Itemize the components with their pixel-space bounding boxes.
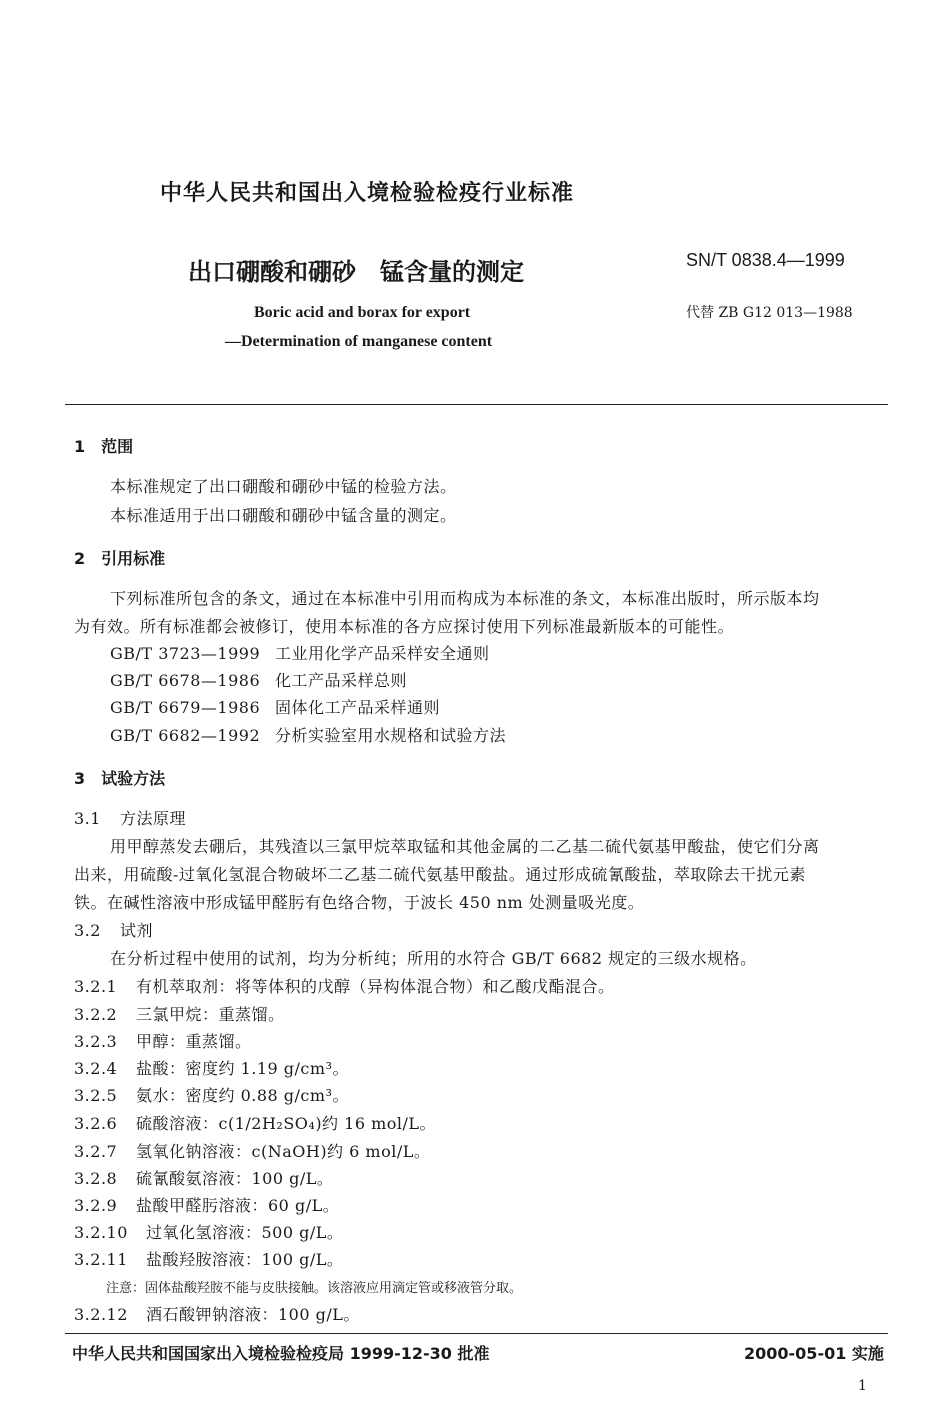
reagent-item <box>74 1193 339 1216</box>
reagent-item <box>74 1083 349 1106</box>
reference-title: 分析实验室用水规格和试验方法 <box>275 726 507 745</box>
section-3-heading: 3 试验方法 <box>74 769 166 788</box>
approval-line: 中华人民共和国国家出入境检验检疫局 1999-12-30 批准 <box>72 1344 490 1363</box>
reagent-text: 盐酸：密度约 1.19 g/cm³。 <box>136 1059 349 1078</box>
reagent-number: 3.2.4 <box>74 1059 118 1078</box>
reagent-item <box>74 1220 343 1243</box>
reference-code: GB/T 6679—1986 <box>110 698 261 717</box>
title-en-line1: Boric acid and borax for export <box>254 304 471 321</box>
subsection-3-2-heading <box>74 918 153 941</box>
page-number: 1 <box>858 1378 867 1394</box>
reference-code: GB/T 6678—1986 <box>110 671 261 690</box>
reagent-text: 酒石酸钾钠溶液：100 g/L。 <box>146 1305 360 1324</box>
reagent-number: 3.2.12 <box>74 1305 128 1324</box>
effective-date: 2000-05-01 实施 <box>744 1344 884 1363</box>
reagent-item <box>74 1139 430 1162</box>
section-2-intro-line2: 为有效。所有标准都会被修订，使用本标准的各方应探讨使用下列标准最新版本的可能性。 <box>74 617 735 636</box>
reagent-text: 氨水：密度约 0.88 g/cm³。 <box>136 1086 349 1105</box>
reagent-item <box>74 1056 349 1079</box>
reference-item <box>110 723 506 746</box>
principle-line3: 铁。在碱性溶液中形成锰甲醛肟有色络合物，于波长 450 nm 处测量吸光度。 <box>74 893 645 912</box>
reference-code: GB/T 6682—1992 <box>110 726 261 745</box>
reagent-text: 硫酸溶液：c(1/2H₂SO₄)约 16 mol/L。 <box>136 1114 437 1133</box>
footer-rule <box>65 1333 888 1334</box>
reagent-text: 硫氰酸氨溶液：100 g/L。 <box>136 1169 334 1188</box>
reagent-number: 3.2.6 <box>74 1114 118 1133</box>
reagent-number: 3.2.2 <box>74 1005 118 1024</box>
subsection-3-1-heading <box>74 806 186 829</box>
reference-title: 工业用化学产品采样安全通则 <box>275 644 490 663</box>
reagents-intro: 在分析过程中使用的试剂，均为分析纯；所用的水符合 GB/T 6682 规定的三级水规格。 <box>110 949 757 968</box>
reagent-number: 3.2.10 <box>74 1223 128 1242</box>
header-rule <box>65 404 888 405</box>
section-2-intro-line1: 下列标准所包含的条文，通过在本标准中引用而构成为本标准的条文，本标准出版时，所示版本均 <box>110 589 820 608</box>
reagent-text: 甲醇：重蒸馏。 <box>136 1032 252 1051</box>
safety-note: 注意：固体盐酸羟胺不能与皮肤接触。该溶液应用滴定管或移液管分取。 <box>106 1281 523 1296</box>
reference-code: GB/T 3723—1999 <box>110 644 261 663</box>
reagent-text: 三氯甲烷：重蒸馏。 <box>136 1005 285 1024</box>
reference-item <box>110 668 407 691</box>
section-1-para-2: 本标准适用于出口硼酸和硼砂中锰含量的测定。 <box>110 506 457 525</box>
reagent-number: 3.2.9 <box>74 1196 118 1215</box>
reagent-number: 3.2.11 <box>74 1250 128 1269</box>
subsection-title: 方法原理 <box>120 809 187 828</box>
reagent-number: 3.2.7 <box>74 1142 118 1161</box>
reagent-item <box>74 1247 343 1270</box>
document-title-cn: 出口硼酸和硼砂 锰含量的测定 <box>188 258 524 286</box>
reagent-number: 3.2.3 <box>74 1032 118 1051</box>
subsection-number: 3.1 <box>74 809 101 828</box>
reference-title: 化工产品采样总则 <box>275 671 408 690</box>
subsection-number: 3.2 <box>74 921 101 940</box>
reagent-text: 过氧化氢溶液：500 g/L。 <box>146 1223 344 1242</box>
reagent-item <box>74 1002 285 1025</box>
reference-item <box>110 695 440 718</box>
reference-item <box>110 641 490 664</box>
reagent-item <box>74 974 615 997</box>
principle-line2: 出来，用硫酸-过氧化氢混合物破坏二乙基二硫代氨基甲酸盐。通过形成硫氰酸盐，萃取除去干扰元素 <box>74 865 806 884</box>
section-1-heading: 1 范围 <box>74 437 134 456</box>
standard-number: SN/T 0838.4—1999 <box>686 250 845 270</box>
org-title: 中华人民共和国出入境检验检疫行业标准 <box>160 181 575 206</box>
section-2-heading: 2 引用标准 <box>74 549 166 568</box>
title-en-line2: —Determination of manganese content <box>225 333 493 350</box>
reference-title: 固体化工产品采样通则 <box>275 698 441 717</box>
reagent-item <box>74 1111 436 1134</box>
reagent-text: 氢氧化钠溶液：c(NaOH)约 6 mol/L。 <box>136 1142 431 1161</box>
subsection-title: 试剂 <box>120 921 154 940</box>
replaces-note: 代替 ZB G12 013—1988 <box>686 305 853 321</box>
section-1-para-1: 本标准规定了出口硼酸和硼砂中锰的检验方法。 <box>110 477 457 496</box>
principle-line1: 用甲醇蒸发去硼后，其残渣以三氯甲烷萃取锰和其他金属的二乙基二硫代氨基甲酸盐，使它们分离 <box>110 837 820 856</box>
reagent-text: 盐酸羟胺溶液：100 g/L。 <box>146 1250 344 1269</box>
reagent-number: 3.2.5 <box>74 1086 118 1105</box>
reagent-item <box>74 1302 360 1325</box>
reagent-number: 3.2.8 <box>74 1169 118 1188</box>
reagent-item <box>74 1029 252 1052</box>
reagent-text: 有机萃取剂：将等体积的戊醇（异构体混合物）和乙酸戊酯混合。 <box>136 977 615 996</box>
reagent-text: 盐酸甲醛肟溶液：60 g/L。 <box>136 1196 340 1215</box>
reagent-number: 3.2.1 <box>74 977 118 996</box>
reagent-item <box>74 1166 333 1189</box>
